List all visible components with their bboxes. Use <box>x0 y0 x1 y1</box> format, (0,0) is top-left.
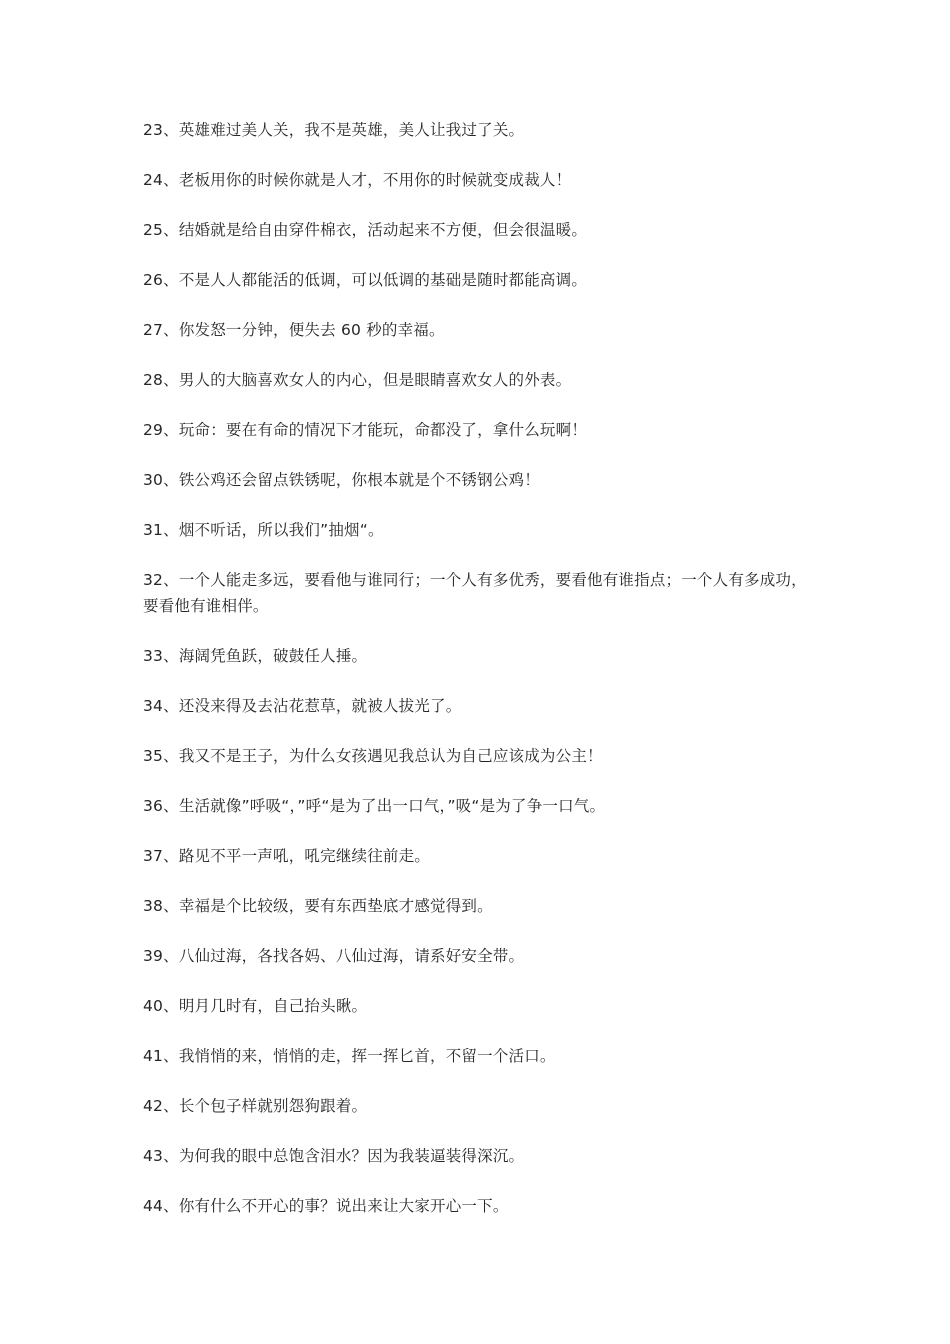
list-item: 23、英雄难过美人关，我不是英雄，美人让我过了关。 <box>143 121 525 139</box>
list-item: 27、你发怒一分钟，便失去 60 秒的幸福。 <box>143 321 445 339</box>
list-item: 30、铁公鸡还会留点铁锈呢，你根本就是个不锈钢公鸡！ <box>143 471 540 489</box>
list-item: 36、生活就像”呼吸“，”呼“是为了出一口气，”吸“是为了争一口气。 <box>143 797 606 815</box>
list-item: 31、烟不听话，所以我们”抽烟“。 <box>143 521 384 539</box>
list-item: 39、八仙过海，各找各妈、八仙过海，请系好安全带。 <box>143 947 525 965</box>
list-item: 34、还没来得及去沾花惹草，就被人拔光了。 <box>143 697 462 715</box>
list-item: 26、不是人人都能活的低调，可以低调的基础是随时都能高调。 <box>143 271 588 289</box>
list-item: 44、你有什么不开心的事？说出来让大家开心一下。 <box>143 1197 509 1215</box>
list-item: 40、明月几时有，自己抬头瞅。 <box>143 997 368 1015</box>
list-item: 35、我又不是王子，为什么女孩遇见我总认为自己应该成为公主！ <box>143 747 603 765</box>
list-item: 24、老板用你的时候你就是人才，不用你的时候就变成裁人！ <box>143 171 572 189</box>
list-item: 41、我悄悄的来，悄悄的走，挥一挥匕首，不留一个活口。 <box>143 1047 556 1065</box>
list-item: 37、路见不平一声吼，吼完继续往前走。 <box>143 847 431 865</box>
list-item: 33、海阔凭鱼跃，破鼓任人捶。 <box>143 647 368 665</box>
list-item: 28、男人的大脑喜欢女人的内心，但是眼睛喜欢女人的外表。 <box>143 371 572 389</box>
list-item: 42、长个包子样就别怨狗跟着。 <box>143 1097 368 1115</box>
list-item: 38、幸福是个比较级，要有东西垫底才感觉得到。 <box>143 897 493 915</box>
list-item: 43、为何我的眼中总饱含泪水？因为我装逼装得深沉。 <box>143 1147 525 1165</box>
list-item: 29、玩命：要在有命的情况下才能玩，命都没了，拿什么玩啊！ <box>143 421 588 439</box>
list-item: 32、一个人能走多远，要看他与谁同行；一个人有多优秀，要看他有谁指点；一个人有多成功，要看他有谁相伴。 <box>143 571 807 615</box>
list-item: 25、结婚就是给自由穿件棉衣，活动起来不方便，但会很温暖。 <box>143 221 588 239</box>
joke-list <box>143 117 813 1243</box>
